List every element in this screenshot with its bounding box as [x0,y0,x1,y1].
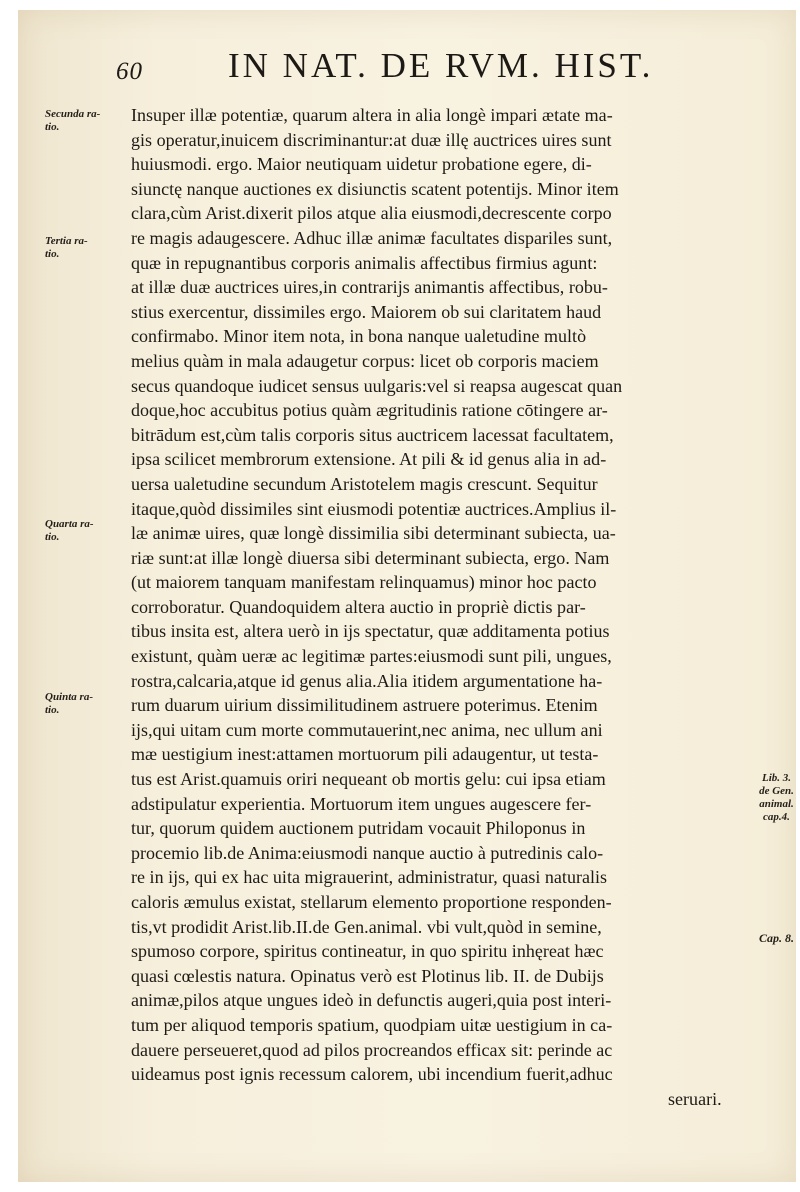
marginal-note-cap-reference [749,932,800,945]
text-line: melius quàm in mala adaugetur corpus: licet ob corporis maciem [131,350,599,371]
text-line: rum duarum uirium dissimilitudinem astruere poterimus. Etenim [131,695,598,716]
marginal-note-line: tio. [45,531,60,543]
text-line-final: seruari. [668,1088,722,1109]
text-line: læ animæ uires, quæ longè dissimilia sibi determinant subiecta, ua- [131,523,616,544]
marginal-note-quarta [45,518,129,544]
text-line: caloris æmulus existat, stellarum elemento proportione responden- [131,892,612,912]
marginal-note-quinta [45,691,129,717]
text-line: stius exercentur, dissimiles ergo. Maiorem ob sui claritatem haud [131,301,602,322]
text-line: mæ uestigium inest:attamen mortuorum pili adaugentur, ut testa- [131,744,599,765]
text-line: tum per aliquod temporis spatium, quodpiam uitæ uestigium in ca- [131,1014,613,1035]
text-line: tus est Arist.quamuis oriri nequeant ob mortis gelu: cui ipsa etiam [131,769,606,790]
text-line: tibus insita est, altera uerò in ijs spectatur, quæ additamenta potius [131,621,610,642]
marginal-note-line: de Gen. [759,785,794,797]
text-line: secus quandoque iudicet sensus uulgaris:vel si reapsa augescat quan [131,375,623,396]
text-line: quæ in repugnantibus corporis animalis affectibus firmius agunt: [131,252,598,273]
text-line: adstipulatur experientia. Mortuorum item ungues augescere fer- [131,793,592,814]
text-line: dauere perseueret,quod ad pilos procreandos efficax sit: perinde ac [131,1039,613,1060]
text-line: spumoso corpore, spiritus contineatur, in quo spiritu inhęreat hæc [131,941,604,962]
text-line: corroboratur. Quandoquidem altera auctio in propriè dictis par- [131,596,586,617]
marginal-note-line: tio. [45,121,60,133]
main-text-block [131,103,751,1111]
text-line: gis operatur,inuicem discriminantur:at duæ illę auctrices uires sunt [131,129,612,150]
text-line: siunctę nanque auctiones ex disiunctis scatent potentijs. Minor item [131,178,619,199]
text-line: at illæ duæ auctrices uires,in contrarijs animantis affectibus, robu- [131,277,608,298]
text-line: riæ sunt:at illæ longè diuersa sibi determinant subiecta, ergo. Nam [131,547,610,568]
book-page [18,10,796,1182]
text-line: uideamus post ignis recessum calorem, ubi incendium fuerit,adhuc [131,1064,613,1085]
text-line: ipsa scilicet membrorum extensione. At pili & id genus alia in ad- [131,449,607,470]
marginal-note-line: Secunda ra- [45,108,101,120]
text-line: doque,hoc accubitus potius quàm ægritudinis ratione cōtingere ar- [131,400,608,421]
text-line: Insuper illæ potentiæ, quarum altera in alia longè impari ætate ma- [131,105,613,125]
text-line: re in ijs, qui ex hac uita migrauerint, administratur, quasi naturalis [131,867,608,888]
marginal-note-tertia [45,235,129,261]
marginal-note-line: tio. [45,248,60,260]
text-line: confirmabo. Minor item nota, in bona nanque ualetudine multò [131,326,587,347]
marginal-note-line: Cap. 8. [758,931,794,945]
text-line: rostra,calcaria,atque id genus alia.Alia itidem argumentatione ha- [131,670,603,691]
text-line: uersa ualetudine secundum Aristotelem magis crescunt. Sequitur [131,473,598,494]
marginal-note-line: Tertia ra- [45,235,88,247]
text-line: bitrādum est,cùm talis corporis situs auctricem lacessat facultatem, [131,424,614,445]
marginal-note-line: Quinta ra- [45,691,93,703]
text-line: itaque,quòd dissimiles sint eiusmodi potentiæ auctrices.Amplius il- [131,498,617,519]
marginal-note-line: Quarta ra- [45,518,94,530]
text-line: tur, quorum quidem auctionem putridam vocauit Philoponus in [131,818,586,839]
text-line: ijs,qui uitam cum morte commutauerint,nec anima, nec ullum ani [131,719,603,740]
marginal-note-line: tio. [45,704,60,716]
running-title: IN NAT. DE RVM. HIST. [228,46,654,85]
text-line: quasi cœlestis natura. Opinatus verò est Plotinus lib. II. de Dubijs [131,965,604,986]
text-line: tis,vt prodidit Arist.lib.II.de Gen.animal. vbi vult,quòd in semine, [131,916,602,937]
marginal-note-line: cap.4. [763,811,790,823]
text-line: procemio lib.de Anima:eiusmodi nanque auctio à putredinis calo- [131,842,604,863]
text-line: re magis adaugescere. Adhuc illæ animæ facultates dispariles sunt, [131,227,613,248]
page-number: 60 [116,58,143,85]
marginal-note-secunda [45,108,129,134]
marginal-note-line: animal. [759,798,794,810]
text-line: huiusmodi. ergo. Maior neutiquam uidetur probatione egere, di- [131,154,592,175]
text-line: existunt, quàm ueræ ac legitimæ partes:eiusmodi sunt pili, ungues, [131,646,612,667]
text-line: (ut maiorem tanquam manifestam relinquamus) minor hoc pacto [131,572,597,593]
text-line: clara,cùm Arist.dixerit pilos atque alia eiusmodi,decrescente corpo [131,203,612,224]
text-line: animæ,pilos atque ungues ideò in defunctis augeri,quia post interi- [131,990,612,1011]
marginal-note-line: Lib. 3. [761,772,792,784]
page-header [18,46,796,86]
marginal-note-lib-reference [749,772,800,824]
